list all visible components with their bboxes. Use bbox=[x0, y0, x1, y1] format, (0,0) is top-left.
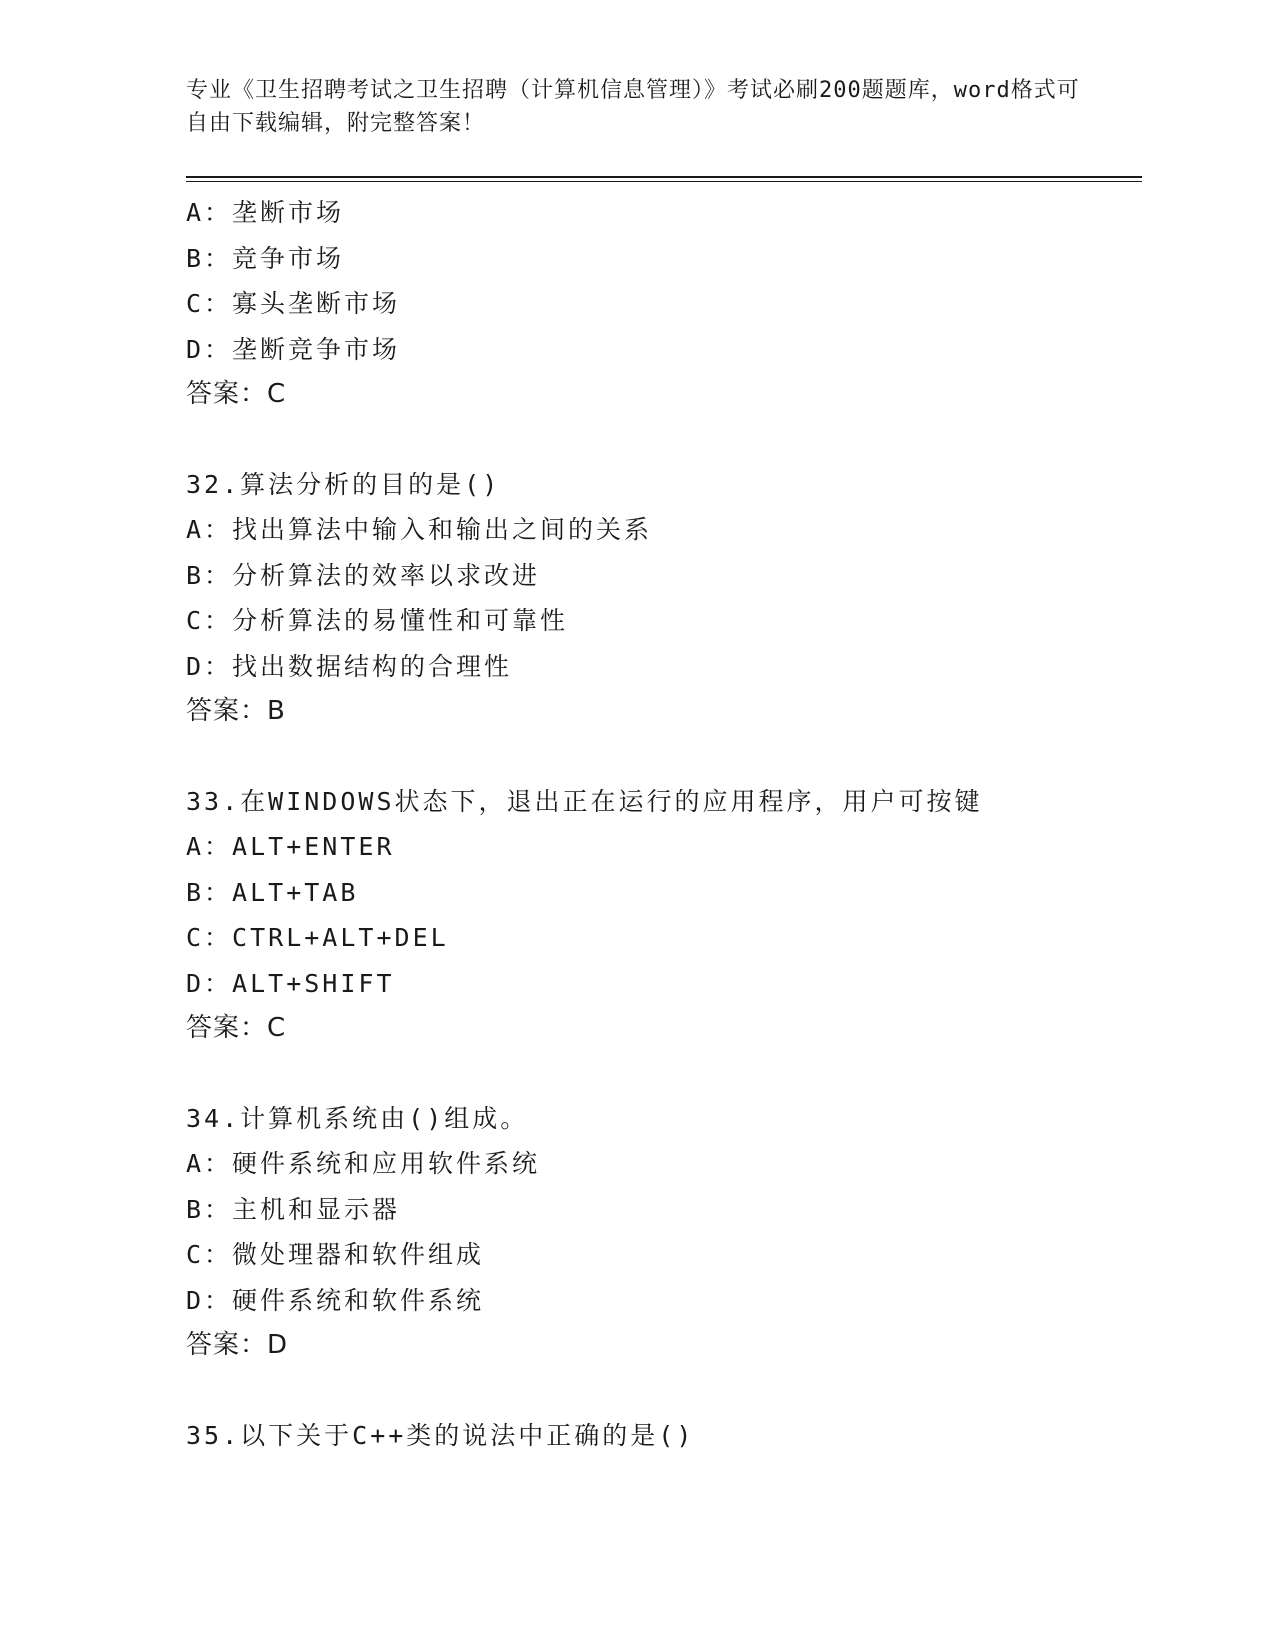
question-stem: 32.算法分析的目的是() bbox=[186, 469, 501, 499]
answer-label: 答案：D bbox=[186, 1330, 289, 1360]
option-a: A：硬件系统和应用软件系统 bbox=[186, 1149, 541, 1178]
option-c: C：寡头垄断市场 bbox=[186, 289, 401, 318]
question-stem: 33.在WINDOWS状态下，退出正在运行的应用程序，用户可按键 bbox=[186, 786, 983, 816]
option-a: A：找出算法中输入和输出之间的关系 bbox=[186, 515, 653, 544]
answer-label: 答案：C bbox=[186, 379, 287, 409]
header-divider-thin bbox=[186, 181, 1142, 182]
answer-label: 答案：B bbox=[186, 696, 286, 726]
option-d: D：垄断竞争市场 bbox=[186, 334, 401, 364]
question-block-33 bbox=[186, 779, 1126, 1052]
option-b: B：分析算法的效率以求改进 bbox=[186, 560, 541, 590]
option-c: C：CTRL+ALT+DEL bbox=[186, 923, 449, 952]
question-block-31 bbox=[186, 190, 1126, 418]
option-c: C：微处理器和软件组成 bbox=[186, 1240, 485, 1269]
question-block-35 bbox=[186, 1413, 1126, 1459]
question-stem: 35.以下关于C++类的说法中正确的是() bbox=[186, 1420, 695, 1450]
option-c: C：分析算法的易懂性和可靠性 bbox=[186, 606, 569, 635]
document-header: 专业《卫生招聘考试之卫生招聘（计算机信息管理）》考试必刷200题题库，word格式可自由下载编辑，附完整答案！ bbox=[186, 78, 1080, 136]
option-b: B：ALT+TAB bbox=[186, 877, 359, 907]
option-d: D：硬件系统和软件系统 bbox=[186, 1285, 485, 1315]
answer-label: 答案：C bbox=[186, 1013, 287, 1043]
option-a: A：垄断市场 bbox=[186, 198, 345, 227]
option-d: D：找出数据结构的合理性 bbox=[186, 651, 513, 681]
question-block-34 bbox=[186, 1096, 1126, 1369]
question-list bbox=[186, 190, 1126, 1458]
question-block-32 bbox=[186, 462, 1126, 735]
option-a: A：ALT+ENTER bbox=[186, 832, 395, 861]
option-b: B：主机和显示器 bbox=[186, 1194, 401, 1224]
option-b: B：竞争市场 bbox=[186, 243, 345, 273]
header-divider-thick bbox=[186, 176, 1142, 178]
question-stem: 34.计算机系统由()组成。 bbox=[186, 1103, 529, 1133]
option-d: D：ALT+SHIFT bbox=[186, 968, 395, 998]
